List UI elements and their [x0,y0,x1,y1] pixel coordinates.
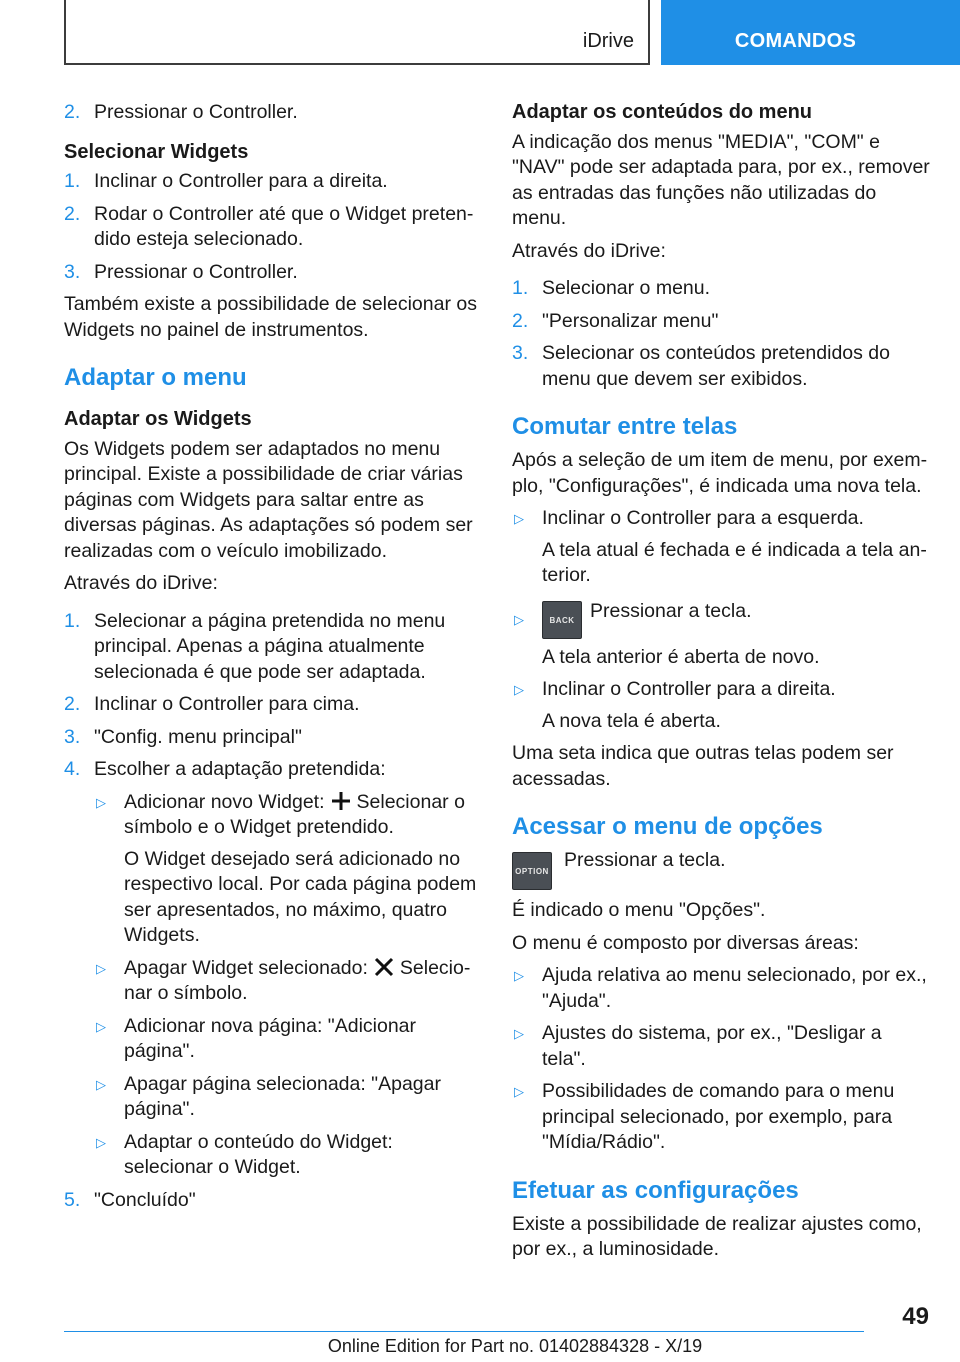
list-item [512,599,930,671]
paragraph: Também existe a possibilidade de selecionar os Widgets no painel de instrumentos. [64,293,477,341]
list-item [512,963,930,1014]
bullet-text: Ajuda relativa ao menu selecionado, por ex., "Ajuda". [542,964,927,1012]
subheading-adapt-widgets: Adaptar os Widgets [64,408,252,430]
list-item [512,677,930,734]
option-text: Adaptar o conteúdo do Widget: selecionar o Widget. [124,1130,393,1178]
list-item [64,1188,480,1214]
right-column [512,100,930,1270]
list-item [512,506,930,589]
step-number: 3. [64,260,81,283]
paragraph: Uma seta indica que outras telas podem ser acessadas. [512,742,894,790]
step-number: 4. [64,758,81,780]
list-item [512,276,930,302]
paragraph: É indicado o menu "Opções". [512,899,766,921]
list-item [64,260,480,286]
paragraph: Após a seleção de um item de menu, por exemplo, "Configurações", é indicada uma nova tela. [512,449,928,497]
bullet-text: Pressionar a tecla. [590,599,752,622]
triangle-bullet-icon: ▷ [514,611,524,627]
step-text: "Concluído" [94,1188,196,1211]
list-item [64,202,480,253]
option-key-icon: OPTION [512,852,552,890]
step-text: Inclinar o Controller para cima. [94,693,360,715]
header-section-label: iDrive [582,30,634,52]
triangle-bullet-icon: ▷ [96,1018,106,1034]
triangle-bullet-icon: ▷ [514,682,524,697]
list-item [94,1072,480,1123]
list-item [64,609,480,686]
step-text: Escolher a adaptação pretendida: [94,758,386,780]
subheading-select-widgets: Selecionar Widgets [64,140,249,163]
list-item [94,1014,480,1065]
option-text: Adicionar novo Widget: [124,790,325,813]
paragraph: Através do iDrive: [64,572,218,594]
heading-adapt-menu: Adaptar o menu [64,364,247,391]
step-text: Inclinar o Controller para a direita. [94,170,388,192]
paragraph: Através do iDrive: [512,239,666,262]
triangle-bullet-icon: ▷ [514,511,524,526]
option-text: Apagar Widget selecionado: [124,956,368,979]
step-number: 2. [64,693,81,715]
option-key-row [512,848,930,892]
step-text: Selecionar os conteúdos pretendidos do menu que devem ser exibidos. [542,342,890,390]
heading-options-menu: Acessar o menu de opções [512,813,823,840]
bullet-note: A nova tela é aberta. [542,709,721,732]
option-note: O Widget desejado será adicionado no respectivo local. Por cada página podem ser apresentados, no máximo, quatro Widgets. [124,847,477,946]
chapter-tab [661,0,960,65]
list-item [64,757,480,783]
triangle-bullet-icon: ▷ [514,1026,524,1041]
triangle-bullet-icon: ▷ [514,1084,524,1099]
step-text: Pressionar o Controller. [94,260,298,283]
list-item [64,692,480,718]
triangle-bullet-icon: ▷ [96,1134,106,1150]
list-item [94,956,480,1007]
bullet-text: Inclinar o Controller para a direita. [542,678,836,700]
list-item [94,1130,480,1181]
option-text: Adicionar nova página: "Adicionar página". [124,1014,417,1062]
paragraph: O menu é composto por diversas áreas: [512,931,859,954]
list-item [512,341,930,392]
step-number: 1. [64,609,81,632]
list-item [512,309,930,335]
page-number: 49 [902,1303,929,1330]
list-item [64,725,480,751]
triangle-bullet-icon: ▷ [96,794,106,810]
triangle-bullet-icon: ▷ [96,960,106,976]
close-icon [374,957,394,977]
list-item [64,100,480,126]
bullet-text: Inclinar o Controller para a esquerda. [542,507,864,529]
left-column [64,100,480,1220]
bullet-note: A tela anterior é aberta de novo. [542,645,820,668]
list-item [512,1079,930,1156]
step-text: Selecionar o menu. [542,277,711,299]
heading-settings: Efetuar as configurações [512,1176,799,1204]
triangle-bullet-icon: ▷ [514,968,524,983]
footer-divider [64,1331,864,1332]
bullet-text: Possibilidades de comando para o menu principal selecionado, por exemplo, para "Mídia/Rádio". [542,1080,895,1153]
step-number: 2. [64,202,81,225]
triangle-bullet-icon: ▷ [96,1076,106,1092]
option-text: Selecionar o símbolo e o Widget pretendido. [124,790,465,838]
chapter-tab-label: COMANDOS [734,30,857,52]
step-text: "Config. menu principal" [94,725,302,748]
step-text: Rodar o Controller até que o Widget pretendido esteja selecionado. [94,202,474,250]
paragraph: A indicação dos menus "MEDIA", "COM" e "NAV" pode ser adaptada para, por ex., remover as entradas das funções não utilizadas do menu. [512,130,930,229]
paragraph: Existe a possibilidade de realizar ajustes como, por ex., a luminosidade. [512,1212,922,1260]
option-text: Selecionar o símbolo. [124,956,471,1004]
step-text: Selecionar a página pretendida no menu principal. Apenas a página atualmente selecionada é que pode ser adaptada. [94,609,446,683]
header-section-box [64,0,650,65]
plus-icon [331,791,351,811]
heading-switch-screens: Comutar entre telas [512,413,738,440]
step-number: 3. [64,725,81,748]
step-number: 1. [512,277,529,299]
step-number: 2. [64,101,81,123]
step-text: "Personalizar menu" [542,309,719,332]
list-item [94,790,480,949]
step-number: 3. [512,342,529,364]
option-text: Apagar página selecionada: "Apagar página". [124,1072,441,1120]
back-key-icon: BACK [542,601,582,639]
step-number: 1. [64,170,81,192]
paragraph: Os Widgets podem ser adaptados no menu principal. Existe a possibilidade de criar várias páginas com Widgets para saltar entre as diversas páginas. As adaptações só podem ser realizadas com o veículo imobilizado. [64,437,473,562]
list-item [512,1021,930,1072]
step-text: Pressionar o Controller. [94,101,298,123]
bullet-text: Ajustes do sistema, por ex., "Desligar a tela". [542,1022,882,1070]
step-number: 2. [512,309,529,332]
option-key-text: Pressionar a tecla. [564,849,726,871]
bullet-note: A tela atual é fechada e é indicada a tela anterior. [542,538,927,586]
list-item [64,169,480,195]
footer-edition: Online Edition for Part no. 01402884328 - X/19 [327,1336,703,1356]
step-number: 5. [64,1188,81,1211]
subheading-adapt-contents: Adaptar os conteúdos do menu [512,101,813,123]
